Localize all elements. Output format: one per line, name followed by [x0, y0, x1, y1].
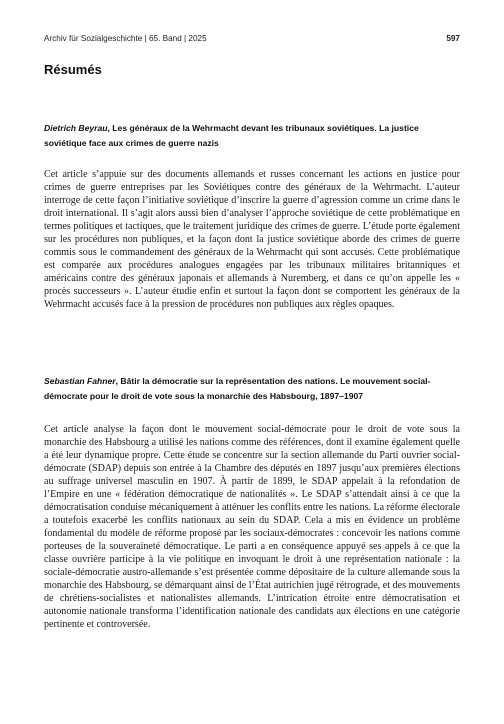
- entry-abstract: Cet article s’appuie sur des documents allemands et russes concernant les actions en justice pour crimes de guerre entreprises par les Soviétiques contre des généraux de la Wehrmacht. L’auteur interroge de cette façon l’initiative soviétique d’inscrire la guerre d’agression comme un crime dans le droit international. Il s’agit alors aussi bien d’analyser l’approche soviétique de cette problématique en termes politiques et tactiques, que le traitement juridique des crimes de guerre. L’étude porte également sur les procédures non publiques, et la façon dont la justice soviétique aborde des crimes de guerre commis sous le commandement des généraux de la Wehrmacht qui sont accusés. Cette problématique est comparée aux procédures analogues engagées par les tribunaux militaires britanniques et américains contre des généraux japonais et allemands à Nuremberg, et dans ce qu’on appelle les « procès successeurs ». L’auteur étudie enfin et surtout la façon dont se comportent les généraux de la Wehrmacht accusés face à la pression de procédures non publiques aux règles opaques.: [44, 169, 460, 310]
- journal-citation: Archiv für Sozialgeschichte | 65. Band | 2025: [44, 34, 207, 43]
- entry-title: , Bâtir la démocratie sur la représentation des nations. Le mouvement social-démocrate pour le droit de vote sous la monarchie des Habsbourg, 1897–1907: [44, 376, 431, 401]
- entry-author: Dietrich Beyrau: [44, 123, 108, 133]
- entry-abstract: Cet article analyse la façon dont le mouvement social-démocrate pour le droit de vote sous la monarchie des Habsbourg a utilisé les nations comme des références, dont il examine également quelle a été leur dynamique propre. Cette étude se concentre sur la section allemande du Parti ouvrier social-démocrate (SDAP) depuis son entrée à la Chambre des députés en 1897 jusqu’aux premières élections au suffrage universel masculin en 1907. À partir de 1899, le SDAP appelait à la refondation de l’Empire en une « fédération démocratique de nationalités ». Le SDAP s’attendait ainsi à ce que la démocratisation conduise mécaniquement à atténuer les conflits entre les nations. La réforme électorale a toutefois exacerbé les conflits nationaux au sein du SDAP. Cela a mis en évidence un problème fondamental du modèle de réforme proposé par les sociaux-démocrates : concevoir les nations comme porteuses de la souveraineté démocratique. Le parti a en conséquence appuyé ses appels à ce que la classe ouvrière participe à la vie politique en invoquant le droit à une représentation nationale : la sociale-démocratie austro-allemande s’est présentée comme dépositaire de la culture allemande sous la monarchie des Habsbourg, se démarquant ainsi de l’État autrichien jugé rétrograde, et des mouvements de chrétiens-socialistes et nationalistes allemands. L’intrication étroite entre démocratisation et autonomie nationale transforma l’identification nationale des candidats aux élections en une catégorie pertinente et controversée.: [44, 424, 460, 630]
- page-number: 597: [446, 34, 460, 43]
- section-title: Résumés: [44, 62, 102, 77]
- entry-heading: [44, 374, 460, 404]
- running-head: [44, 34, 460, 43]
- entry-title: , Les généraux de la Wehrmacht devant les tribunaux soviétiques. La justice soviétique face aux crimes de guerre nazis: [44, 123, 419, 148]
- entry-heading: [44, 121, 460, 151]
- entry-author: Sebastian Fahner: [44, 376, 116, 386]
